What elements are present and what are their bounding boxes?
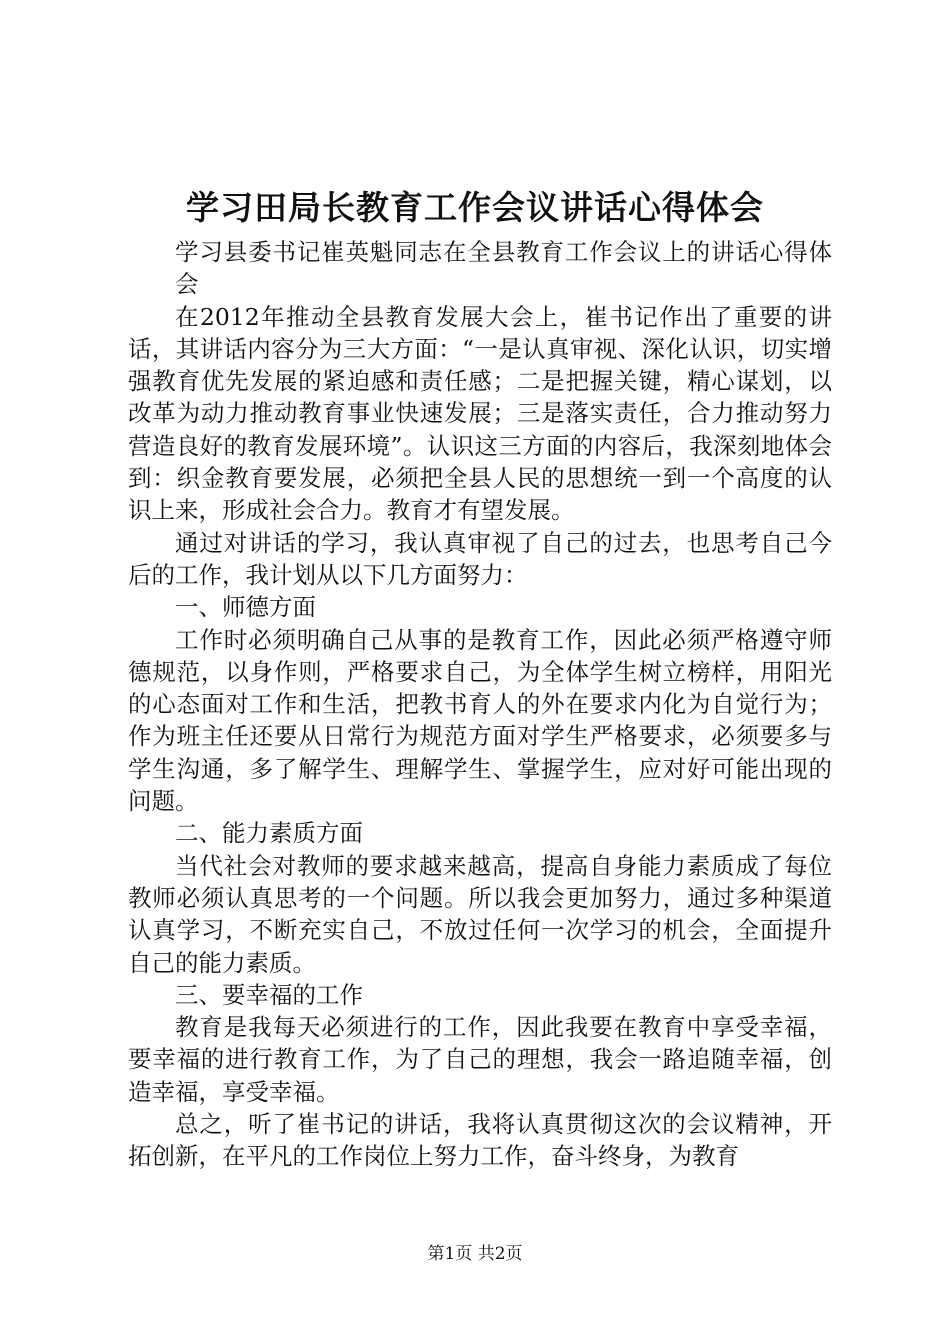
paragraph-conclusion: 总之，听了崔书记的讲话，我将认真贯彻这次的会议精神，开拓创新，在平凡的工作岗位上努力工作，奋斗终身，为教育 <box>128 1110 832 1171</box>
paragraph-plan: 通过对讲话的学习，我认真审视了自己的过去，也思考自己今后的工作，我计划从以下几方面努力： <box>128 528 832 589</box>
page-number-footer: 第1页 共2页 <box>427 1244 523 1264</box>
paragraph-ethics: 工作时必须明确自己从事的是教育工作，因此必须严格遵守师德规范，以身作则，严格要求自己，为全体学生树立榜样，用阳光的心态面对工作和生活，把教书育人的外在要求内化为自觉行为；作为班主任还要从日常行为规范方面对学生严格要求，必须要多与学生沟通，多了解学生、理解学生、掌握学生，应对好可能出现的问题。 <box>128 625 832 816</box>
paragraph-ability: 当代社会对教师的要求越来越高，提高自身能力素质成了每位教师必须认真思考的一个问题。所以我会更加努力，通过多种渠道认真学习，不断充实自己，不放过任何一次学习的机会，全面提升自己的能力素质。 <box>128 851 832 977</box>
document-body <box>128 236 832 1173</box>
document-title: 学习田局长教育工作会议讲话心得体会 <box>186 188 764 227</box>
section-heading-ethics: 一、师德方面 <box>175 593 316 622</box>
section-heading-happiness: 三、要幸福的工作 <box>175 980 363 1009</box>
paragraph-happiness: 教育是我每天必须进行的工作，因此我要在教育中享受幸福，要幸福的进行教育工作，为了自己的理想，我会一路追随幸福，创造幸福，享受幸福。 <box>128 1013 832 1106</box>
paragraph-intro: 在2012年推动全县教育发展大会上，崔书记作出了重要的讲话，其讲话内容分为三大方面：“一是认真审视、深化认识，切实增强教育优先发展的紧迫感和责任感；二是把握关键，精心谋划，以改革为动力推动教育事业快速发展；三是落实责任，合力推动努力营造良好的教育发展环境”。认识这三方面的内容后，我深刻地体会到：织金教育要发展，必须把全县人民的思想统一到一个高度的认识上来，形成社会合力。教育才有望发展。 <box>128 302 832 525</box>
section-heading-ability: 二、能力素质方面 <box>175 819 363 848</box>
document-subtitle: 学习县委书记崔英魁同志在全县教育工作会议上的讲话心得体会 <box>175 238 832 299</box>
